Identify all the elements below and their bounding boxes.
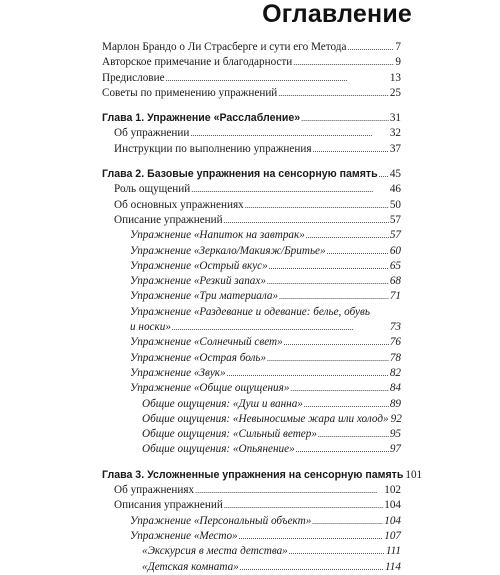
toc-entry-label: Предисловие <box>102 71 165 84</box>
toc-entry[interactable] <box>102 335 401 350</box>
toc-entry-label: Общие ощущения: «Сильный ветер» <box>142 428 317 441</box>
toc-entry-label: Об упражнении <box>114 127 190 140</box>
toc-entry[interactable] <box>102 351 401 366</box>
toc-entry-page: 50 <box>389 198 401 211</box>
toc-entry-page: 45 <box>389 168 401 181</box>
toc-entry[interactable] <box>102 182 401 197</box>
toc-entry-label: Описание упражнений <box>114 213 223 226</box>
toc-entry-label: «Детская комната» <box>142 560 239 573</box>
leader-dots <box>313 142 389 157</box>
toc-entry[interactable] <box>102 55 401 70</box>
leader-dots <box>293 55 394 70</box>
toc-entry[interactable] <box>102 544 401 559</box>
leader-dots <box>240 560 384 575</box>
leader-dots <box>172 320 389 335</box>
toc-entry-label: Об упражнениях <box>114 484 195 497</box>
toc-entry-page: 102 <box>384 484 401 497</box>
leader-dots <box>239 529 384 544</box>
toc-entry-page: 82 <box>389 366 401 379</box>
toc-chapter[interactable] <box>102 167 401 182</box>
toc-entry-label: Упражнение «Солнечный свет» <box>130 336 283 349</box>
toc-entry-page: 84 <box>389 382 401 395</box>
toc-chapter-label: Глава 3. Усложненные упражнения на сенсорную память <box>102 468 404 481</box>
toc-entry[interactable] <box>102 228 401 243</box>
toc-entry-page: 95 <box>389 428 401 441</box>
toc-entry-page: 73 <box>389 321 401 334</box>
toc-entry-page: 46 <box>389 183 401 196</box>
toc-entry[interactable] <box>102 483 401 498</box>
toc-entry[interactable] <box>102 289 401 304</box>
leader-dots <box>327 244 389 259</box>
toc-entry-page: 7 <box>395 41 401 53</box>
toc-chapter-label: Глава 2. Базовые упражнения на сенсорную память <box>102 168 378 181</box>
toc-entry[interactable] <box>102 71 401 86</box>
leader-dots <box>379 167 389 182</box>
toc-entry-label: Упражнение «Три материала» <box>130 290 279 303</box>
toc-entry-label: Упражнение «Напиток на завтрак» <box>130 229 305 242</box>
leader-dots <box>296 442 389 457</box>
toc-entry-page: 57 <box>389 213 401 226</box>
toc-entry-page: 71 <box>389 290 401 303</box>
toc-entry-label: Инструкции по выполнению упражнения <box>114 142 312 155</box>
toc-entry[interactable] <box>102 198 401 213</box>
toc-entry-label: Общие ощущения: «Невыносимые жара или холод» <box>142 412 389 425</box>
toc-entry-page: 104 <box>384 499 401 512</box>
toc-entry-label: Об основных упражнениях <box>114 198 244 211</box>
leader-dots <box>279 289 389 304</box>
leader-dots <box>284 335 389 350</box>
toc-entry[interactable] <box>102 381 401 396</box>
toc-entry-page: 78 <box>389 351 401 364</box>
toc-entry-page: 76 <box>389 336 401 349</box>
toc-entry[interactable] <box>102 412 401 427</box>
leader-dots <box>278 86 389 101</box>
toc-entry-label: Упражнение «Место» <box>130 529 238 542</box>
toc-entry[interactable] <box>102 366 401 381</box>
toc-entry-label: Общие ощущения: «Душ и ванна» <box>142 397 303 410</box>
toc-entry[interactable] <box>102 560 401 575</box>
toc-entry-page: 9 <box>395 56 401 69</box>
leader-dots <box>224 213 389 228</box>
toc-entry[interactable] <box>102 427 401 442</box>
toc-entry-page: 92 <box>390 412 402 425</box>
toc-entry[interactable] <box>102 244 401 259</box>
toc-entry-page: 13 <box>389 71 401 84</box>
toc-entry-label: Роль ощущений <box>114 183 191 196</box>
leader-dots <box>301 111 389 126</box>
toc-entry[interactable] <box>102 529 401 544</box>
leader-dots <box>245 198 389 213</box>
toc-entry[interactable] <box>102 397 401 412</box>
leader-dots <box>190 126 388 141</box>
toc-entry-label: Упражнение «Персональный объект» <box>130 514 312 527</box>
toc-entry-label: и носки» <box>130 321 171 334</box>
toc-entry-label: Упражнение «Зеркало/Макияж/Бритье» <box>130 244 326 257</box>
toc-entry-page: 107 <box>384 529 401 542</box>
section-gap <box>102 101 401 111</box>
section-gap <box>102 157 401 167</box>
toc-entry-label: Упражнение «Раздевание и одевание: белье, обувь <box>130 305 370 318</box>
toc-entry-page: 25 <box>389 86 401 99</box>
leader-dots <box>267 351 389 366</box>
toc-entry[interactable] <box>102 442 401 457</box>
toc-entry-page: 104 <box>384 514 401 527</box>
leader-dots <box>304 397 389 412</box>
toc-entry[interactable] <box>102 259 401 274</box>
toc-entry-label: Описания упражнений <box>114 499 223 512</box>
toc-entry[interactable] <box>102 142 401 157</box>
leader-dots <box>347 40 394 55</box>
toc-entry-label: Общие ощущения: «Опьянение» <box>142 443 295 456</box>
toc-entry-label: Авторское примечание и благодарности <box>102 56 293 69</box>
toc-entry-label: Упражнение «Острая боль» <box>130 351 267 364</box>
toc-entry-continuation[interactable] <box>102 320 401 335</box>
section-gap <box>102 458 401 468</box>
leader-dots <box>227 366 389 381</box>
toc-entry-page: 89 <box>389 397 401 410</box>
leader-dots <box>289 544 385 559</box>
leader-dots <box>166 71 389 86</box>
leader-dots <box>195 483 383 498</box>
toc-entry[interactable] <box>102 86 401 101</box>
toc-entry-page: 31 <box>389 112 401 125</box>
leader-dots <box>191 182 389 197</box>
toc-entry-page: 68 <box>389 275 401 288</box>
toc-chapter-label: Глава 1. Упражнение «Расслабление» <box>102 112 301 125</box>
toc-entry-page: 111 <box>385 545 401 558</box>
toc-entry[interactable] <box>102 498 401 513</box>
toc-entry[interactable] <box>102 305 401 320</box>
toc-chapter[interactable] <box>102 111 401 126</box>
toc-entry-page: 60 <box>389 244 401 257</box>
toc-entry-page: 37 <box>389 142 401 155</box>
toc-entry-label: «Экскурсия в места детства» <box>142 545 288 558</box>
toc-entry-page: 65 <box>389 259 401 272</box>
toc-entry-page: 101 <box>405 468 423 481</box>
toc-entry-label: Упражнение «Общие ощущения» <box>130 382 290 395</box>
toc-entry-page: 32 <box>389 127 401 140</box>
toc-entry-label: Упражнение «Резкий запах» <box>130 275 266 288</box>
toc-entry-label: Упражнение «Острый вкус» <box>130 259 268 272</box>
toc-entry-page: 114 <box>385 560 401 573</box>
toc-chapter[interactable] <box>102 468 423 483</box>
leader-dots <box>312 514 383 529</box>
toc-entry[interactable] <box>102 126 401 141</box>
leader-dots <box>267 274 389 289</box>
table-of-contents <box>102 40 423 575</box>
leader-dots <box>306 228 389 243</box>
toc-entry[interactable] <box>102 40 401 55</box>
leader-dots <box>290 381 388 396</box>
page-title: Оглавление <box>262 0 412 28</box>
toc-entry-page: 97 <box>389 443 401 456</box>
toc-entry[interactable] <box>102 514 401 529</box>
leader-dots <box>318 427 389 442</box>
toc-entry-label: Марлон Брандо о Ли Страсберге и сути его Метода <box>102 41 347 53</box>
leader-dots <box>224 498 383 513</box>
toc-entry-page: 57 <box>389 229 401 242</box>
toc-entry-label: Упражнение «Звук» <box>130 366 226 379</box>
toc-entry[interactable] <box>102 274 401 289</box>
toc-entry-label: Советы по применению упражнений <box>102 86 278 99</box>
toc-entry[interactable] <box>102 213 401 228</box>
leader-dots <box>269 259 389 274</box>
